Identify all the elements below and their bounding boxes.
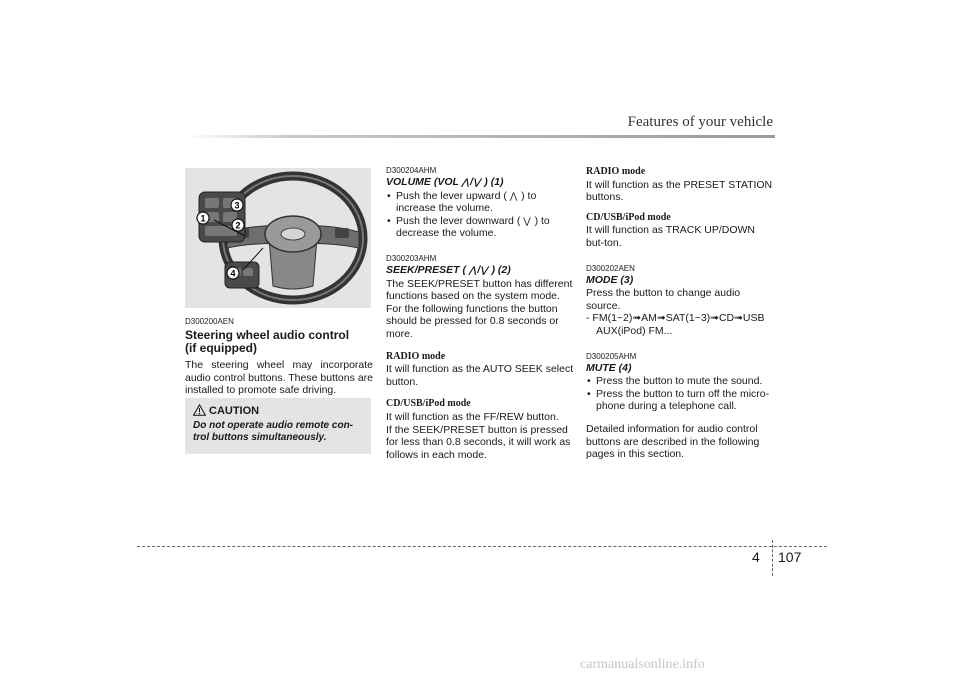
- chapter-number: 4: [752, 549, 760, 565]
- section-code: D300200AEN: [185, 317, 234, 326]
- detail-note: Detailed information for audio control buttons are described in the following pages in this section.: [586, 422, 760, 461]
- list-item: • Push the lever upward ( ⋀ ) to increase the volume.: [386, 190, 574, 215]
- header-rule: [185, 135, 775, 138]
- cd-mode-heading: CD/USB/iPod mode: [586, 211, 671, 223]
- volume-heading: VOLUME (VOL ⋀/⋁ ) (1): [386, 176, 504, 188]
- list-item: • Push the lever downward ( ⋁ ) to decrease the volume.: [386, 215, 574, 240]
- mute-heading: MUTE (4): [586, 361, 632, 374]
- volume-code: D300204AHM: [386, 166, 437, 175]
- cd-mode-body-2: If the SEEK/PRESET button is pressed for less than 0.8 seconds, it will work as follows in each mode.: [386, 423, 571, 461]
- section-body: The steering wheel may incorporate audio control buttons. These buttons are installed to promote safe driving.: [185, 359, 373, 397]
- callout-3: [231, 199, 243, 211]
- svg-text:2: 2: [235, 220, 241, 231]
- mute-bullets: [586, 375, 774, 413]
- cd-mode-body: It will function as TRACK UP/DOWN but-ton.: [586, 224, 756, 249]
- mode-code: D300202AEN: [586, 263, 635, 273]
- chevron-up-icon: ⋀: [468, 264, 478, 275]
- svg-text:4: 4: [230, 268, 236, 279]
- radio-mode-body: It will function as the AUTO SEEK select button.: [386, 363, 574, 388]
- footer-rule: [137, 546, 827, 547]
- mode-sequence: - FM(1~2)➟AM➟SAT(1~3)➟CD➟USB AUX(iPod) FM...: [586, 312, 765, 337]
- svg-text:3: 3: [234, 200, 240, 211]
- chevron-down-icon: ⋁: [472, 177, 482, 187]
- page-number: 107: [778, 549, 802, 565]
- steering-wheel-icon: [185, 168, 371, 308]
- caution-text: Do not operate audio remote con-trol buttons simultaneously.: [193, 420, 354, 443]
- running-header: Features of your vehicle: [627, 114, 773, 130]
- mode-body: Press the button to change audio source.: [586, 287, 741, 312]
- mode-heading: MODE (3): [586, 273, 634, 286]
- seek-code: D300203AHM: [386, 253, 437, 263]
- callout-1: [197, 212, 209, 224]
- chevron-up-icon: ⋀: [461, 177, 471, 187]
- caution-box: [185, 398, 371, 454]
- list-item: • Press the button to turn off the micro- phone during a telephone call.: [586, 388, 774, 413]
- cd-mode-body: It will function as the FF/REW button.: [386, 410, 559, 423]
- mute-code: D300205AHM: [586, 351, 637, 361]
- column-3: [586, 166, 774, 461]
- chevron-down-icon: ⋁: [523, 215, 532, 226]
- chevron-up-icon: ⋀: [509, 190, 519, 201]
- footer-divider: [772, 540, 773, 576]
- caution-title: CAUTION: [209, 405, 260, 417]
- callout-2: [232, 219, 244, 231]
- radio-mode-heading: RADIO mode: [586, 166, 646, 177]
- list-item: • Press the button to mute the sound.: [586, 375, 774, 388]
- callout-4: [227, 267, 239, 279]
- radio-mode-body: It will function as the PRESET STATION buttons.: [586, 178, 773, 204]
- chevron-down-icon: ⋁: [480, 264, 489, 275]
- seek-body: The SEEK/PRESET button has different functions based on the system mode. For the following functions the button should be pressed for 0.8 seconds or more.: [386, 277, 573, 340]
- column-2: [386, 166, 574, 461]
- section-heading: Steering wheel audio control (if equipped): [185, 328, 350, 355]
- cd-mode-heading: CD/USB/iPod mode: [386, 398, 471, 410]
- watermark: carmanualsonline.info: [580, 657, 705, 672]
- section-steering-audio: [185, 317, 373, 397]
- steering-wheel-illustration: [185, 168, 371, 308]
- radio-mode-heading: RADIO mode: [386, 350, 446, 362]
- svg-text:1: 1: [200, 213, 206, 224]
- volume-bullets: [386, 190, 574, 240]
- seek-heading: SEEK/PRESET ( ⋀/⋁ ) (2): [386, 263, 511, 276]
- warning-triangle-icon: [193, 404, 206, 416]
